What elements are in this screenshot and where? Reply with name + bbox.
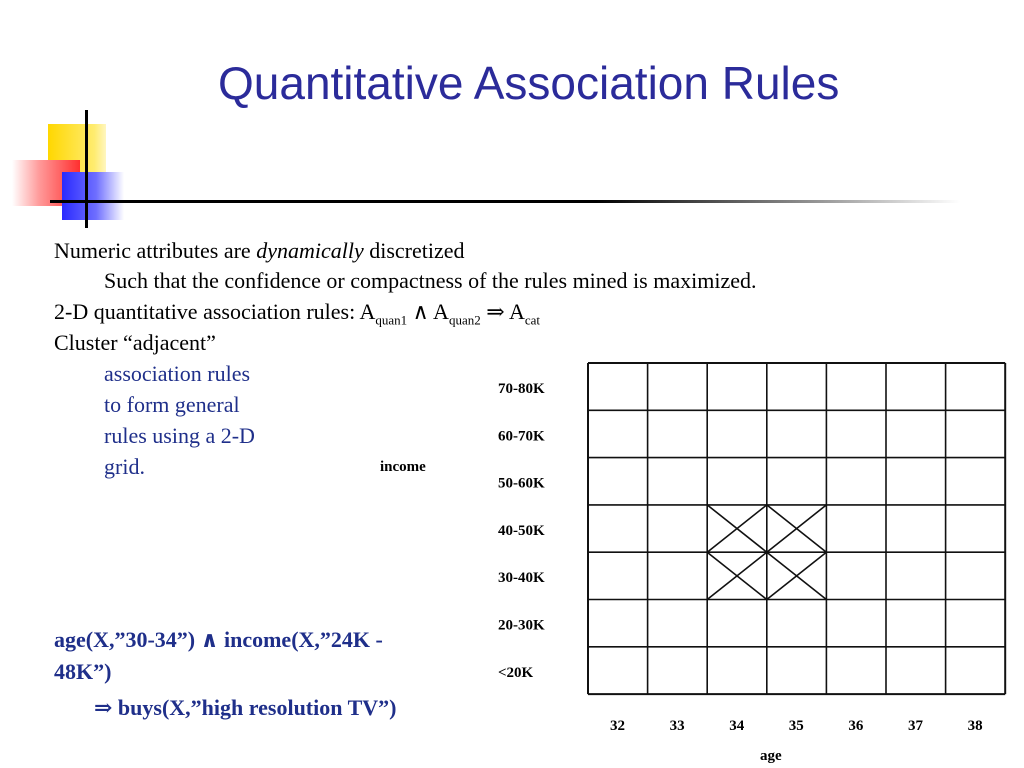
cluster-line-1: association rules <box>104 361 251 386</box>
age-column-label: 37 <box>908 718 923 735</box>
cluster-line-4: grid. <box>104 454 145 479</box>
bullet-text: Numeric attributes are <box>54 238 257 263</box>
age-axis-title: age <box>760 748 782 764</box>
subscript-cat: cat <box>524 312 540 328</box>
and-operator: ∧ A <box>407 299 449 324</box>
slide-title: Quantitative Association Rules <box>218 57 840 109</box>
income-row-labels <box>498 381 545 681</box>
age-column-label: 32 <box>610 718 625 735</box>
age-column-label: 34 <box>729 718 745 735</box>
bullet-numeric-attributes <box>54 238 465 264</box>
income-row-label: 60-70K <box>498 428 545 445</box>
emphasis-text: dynamically <box>256 238 364 263</box>
blue-square-decoration <box>62 172 124 220</box>
age-column-label: 38 <box>967 718 983 735</box>
subscript-quan1: quan1 <box>375 312 408 328</box>
age-column-labels <box>610 718 983 734</box>
income-row-label: <20K <box>498 664 534 681</box>
title-underline <box>50 200 960 203</box>
implies-operator: ⇒ A <box>480 299 525 324</box>
example-rule-line-2: 48K”) <box>54 659 112 684</box>
income-row-label: 20-30K <box>498 617 545 634</box>
example-rule-line-3: ⇒ buys(X,”high resolution TV”) <box>94 695 397 720</box>
vertical-rule <box>85 110 88 228</box>
age-column-label: 35 <box>788 718 804 735</box>
age-income-grid-diagram <box>370 355 1020 768</box>
rule-text: 2-D quantitative association rules: A <box>54 299 376 324</box>
age-column-label: 36 <box>848 718 864 735</box>
bullet-2d-rules <box>54 299 540 328</box>
example-rule-line-1: age(X,”30-34”) ∧ income(X,”24K - <box>54 627 383 652</box>
income-row-label: 70-80K <box>498 381 545 397</box>
subscript-quan2: quan2 <box>448 312 481 328</box>
cluster-line-2: to form general <box>104 392 240 417</box>
bullet-cluster: Cluster “adjacent” <box>54 330 216 355</box>
income-row-label: 30-40K <box>498 570 545 587</box>
sub-bullet-confidence: Such that the confidence or compactness of the rules mined is maximized. <box>104 268 757 293</box>
income-axis-title: income <box>380 459 426 475</box>
bullet-text-end: discretized <box>363 238 465 263</box>
income-row-label: 40-50K <box>498 522 545 539</box>
age-column-label: 33 <box>669 718 685 735</box>
income-row-label: 50-60K <box>498 475 545 492</box>
cluster-line-3: rules using a 2-D <box>104 423 255 448</box>
